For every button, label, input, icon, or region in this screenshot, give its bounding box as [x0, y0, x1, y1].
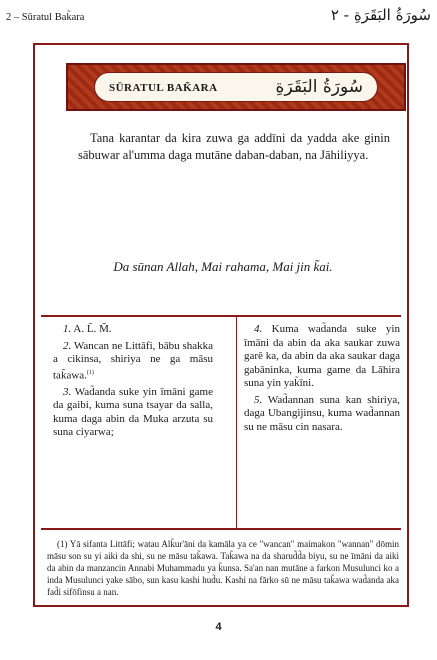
- column-divider: [236, 317, 237, 528]
- verse-1: [53, 323, 213, 337]
- running-head: [6, 4, 431, 32]
- banner-cartouche: [94, 72, 378, 102]
- verse-2: [53, 340, 213, 383]
- surah-banner: [66, 63, 406, 111]
- divider-bottom: [41, 528, 401, 530]
- verse-number: 2.: [63, 339, 72, 352]
- running-head-left: 2 – Sūratul Bak̃ara: [6, 12, 85, 23]
- running-head-arabic: سُورَةُ البَقَرَةِ - ٢: [330, 6, 431, 24]
- verse-3: [53, 386, 213, 440]
- verse-5: [244, 394, 400, 435]
- verse-text: Wad̃anda suke yin īmāni game da gaibi, kuma suna tsayar da salla, kuma daga abin da Muka arzuta su suna ciyarwa;: [53, 385, 213, 439]
- verse-number: 5.: [254, 393, 263, 406]
- verse-number: 1.: [63, 323, 72, 335]
- verse-text: Wancan ne Littāfi, bābu shakka a cikinsa, shiriya ne ga māsu tak̃awa.: [53, 339, 213, 382]
- verse-number: 4.: [254, 323, 263, 335]
- page-number: 4: [215, 621, 222, 633]
- page-frame: [33, 43, 409, 607]
- footnote-marker: (1): [86, 369, 94, 376]
- surah-introduction: Tana karantar da kira zuwa ga addīni da yadda ake ginin sābuwar al'umma daga mutāne daban-daban, na Jāhiliyya.: [78, 131, 390, 162]
- verse-text: Wad̃annan suna kan shiriya, daga Ubangijinsu, kuma wad̃annan su ne māsu cin nasara.: [244, 393, 400, 433]
- divider-top: [41, 315, 401, 317]
- verse-4: [244, 323, 400, 391]
- footnote: (1) Yā sifanta Littāfi; watau Alk̃ur'āni da kamāla ya ce "wancan" maimakon "wannan" dōmin māsu son su yi aiki da shi, su ne māsu tak̃awa. Tak̃awa na da sharud̃d̃a biyu, su ne īmāni da aiki da abin da manzancin Annabi Muhammadu ya k̃unsa. Sa'an nan mutāne a farkon Musulunci ko a inda Musulunci yake sābo, sun kasu kashi hud̃u. Kashi na fārko sū ne māsu tak̃awa wad̃anda aka fad̃i sifōfinsu a nan.: [47, 539, 399, 597]
- surah-title: SŪRATUL BAK̃ARA: [109, 82, 218, 94]
- basmala: Da sūnan Allah, Mai rahama, Mai jin k̃ai.: [113, 259, 333, 274]
- verse-text: Kuma wad̃anda suke yin īmāni da abin da aka saukar zuwa garē ka, da abin da aka saukar daga gabāninka, kuma game da Lāhira suna yin yak̃īni.: [244, 323, 400, 389]
- verses-right-column: [244, 323, 400, 437]
- surah-title-arabic: سُورَةُ البَقَرَةِ: [275, 77, 363, 97]
- verse-text: A. L̃. M̃.: [73, 323, 112, 335]
- verses-left-column: [53, 323, 213, 443]
- verse-number: 3.: [63, 385, 72, 398]
